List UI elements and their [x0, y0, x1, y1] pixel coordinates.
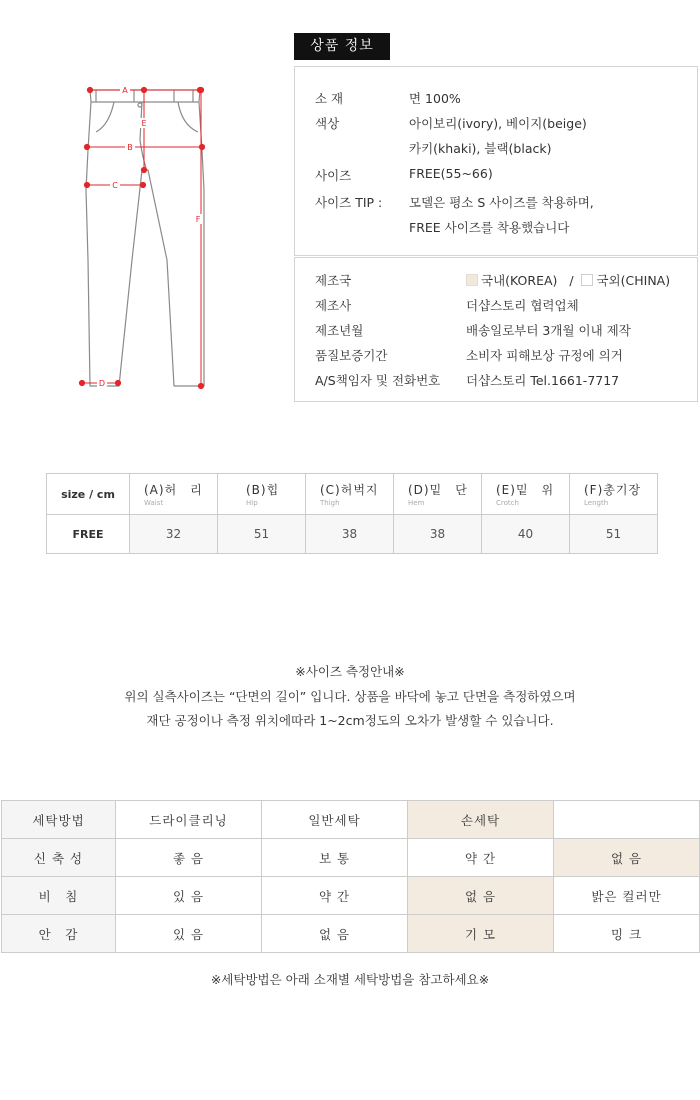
size-col-name: (A)허 리: [144, 483, 203, 497]
care-cell: 일반세탁: [262, 801, 408, 839]
size-col-en: Crotch: [496, 499, 519, 507]
care-cell-selected: 기 모: [408, 915, 554, 953]
measure-line-e: [141, 87, 146, 172]
product-info-title: 상품 정보: [294, 33, 390, 60]
size-col-name: (B)힙: [246, 483, 280, 497]
measure-note-line-1: 위의 실측사이즈는 “단면의 길이” 입니다. 상품을 바닥에 놓고 단면을 측정하였으며: [124, 689, 576, 704]
size-value-thigh: 38: [306, 515, 394, 554]
origin-domestic: 국내(KOREA): [481, 273, 558, 288]
care-row-head: 비 침: [2, 877, 116, 915]
care-cell: 있 음: [116, 877, 262, 915]
care-cell: 밍 크: [554, 915, 700, 953]
spec-box: [294, 66, 698, 256]
size-value-length: 51: [570, 515, 658, 554]
size-col-name: (F)총기장: [584, 483, 642, 497]
maker-key: 제조년월: [315, 323, 364, 338]
spec-key: 사이즈: [315, 168, 352, 183]
domestic-checkbox: [466, 274, 478, 286]
size-value-hip: 51: [218, 515, 306, 554]
size-col-thigh: [306, 474, 394, 515]
size-table: [46, 473, 658, 554]
spec-value: FREE 사이즈를 착용했습니다: [409, 220, 570, 235]
measure-label-d: D: [98, 379, 106, 388]
measure-label-f: F: [195, 215, 201, 224]
spec-key: 사이즈 TIP :: [315, 195, 383, 210]
size-table-header-row: [47, 474, 658, 515]
size-col-en: Waist: [144, 499, 164, 507]
spec-key: 소 재: [315, 91, 344, 106]
spec-value: 면 100%: [409, 91, 461, 106]
care-cell: 좋 음: [116, 839, 262, 877]
origin-foreign: 국외(CHINA): [596, 273, 671, 288]
size-col-hip: [218, 474, 306, 515]
pants-outline: [86, 90, 204, 386]
care-cell: 없 음: [262, 915, 408, 953]
measure-note-title: ※사이즈 측정안내※: [295, 664, 405, 679]
care-row-head: 신 축 성: [2, 839, 116, 877]
care-cell: 드라이클리닝: [116, 801, 262, 839]
care-row-lining: [2, 915, 700, 953]
measure-label-c: C: [112, 181, 118, 190]
care-cell: 있 음: [116, 915, 262, 953]
care-cell: 보 통: [262, 839, 408, 877]
maker-key: 제조사: [315, 298, 352, 313]
care-note: ※세탁방법은 아래 소재별 세탁방법을 참고하세요※: [210, 972, 490, 987]
size-value-hem: 38: [394, 515, 482, 554]
size-col-name: (C)허벅지: [320, 483, 379, 497]
care-table: [1, 800, 700, 953]
size-col-en: Length: [584, 499, 609, 507]
care-row-stretch: [2, 839, 700, 877]
measure-label-e: E: [141, 119, 147, 128]
maker-box: [294, 257, 698, 402]
care-cell: 밝은 컬러만: [554, 877, 700, 915]
pants-measurement-diagram: [74, 80, 224, 400]
origin-separator: /: [569, 273, 574, 288]
maker-value: 소비자 피해보상 규정에 의거: [466, 348, 623, 363]
spec-key: 색상: [315, 116, 340, 131]
size-col-name: (E)밑 위: [496, 483, 555, 497]
size-col-hem: [394, 474, 482, 515]
care-cell: 약 간: [262, 877, 408, 915]
care-cell: 약 간: [408, 839, 554, 877]
maker-value: 더샵스토리 협력업체: [466, 298, 579, 313]
foreign-checkbox: [581, 274, 593, 286]
care-row-head: 세탁방법: [2, 801, 116, 839]
size-value-waist: 32: [130, 515, 218, 554]
size-table-row-free: [47, 515, 658, 554]
size-unit-header: size / cm: [47, 474, 130, 515]
measure-label-b: B: [127, 143, 133, 152]
care-cell-selected: 없 음: [554, 839, 700, 877]
maker-value: 더샵스토리 Tel.1661-7717: [466, 373, 620, 388]
maker-key: 제조국: [315, 273, 352, 288]
size-row-label: FREE: [47, 515, 130, 554]
size-value-crotch: 40: [482, 515, 570, 554]
care-row-wash: [2, 801, 700, 839]
spec-value: 카키(khaki), 블랙(black): [409, 141, 552, 156]
care-cell: [554, 801, 700, 839]
size-col-en: Hip: [246, 499, 258, 507]
maker-key: A/S책임자 및 전화번호: [315, 373, 441, 388]
size-col-waist: [130, 474, 218, 515]
size-col-en: Thigh: [320, 499, 340, 507]
care-cell-selected: 없 음: [408, 877, 554, 915]
care-cell-selected: 손세탁: [408, 801, 554, 839]
measure-label-a: A: [122, 86, 128, 95]
size-col-crotch: [482, 474, 570, 515]
care-row-head: 안 감: [2, 915, 116, 953]
maker-key: 품질보증기간: [315, 348, 388, 363]
care-row-sheerness: [2, 877, 700, 915]
size-col-length: [570, 474, 658, 515]
measure-line-f: [195, 87, 203, 388]
spec-value: FREE(55~66): [409, 166, 493, 181]
origin-options: [466, 271, 670, 289]
spec-value: 아이보리(ivory), 베이지(beige): [409, 116, 587, 131]
measure-note-line-2: 재단 공정이나 측정 위치에따라 1~2cm정도의 오차가 발생할 수 있습니다.: [146, 713, 554, 728]
size-col-name: (D)밑 단: [408, 483, 468, 497]
maker-value: 배송일로부터 3개월 이내 제작: [466, 323, 631, 338]
spec-value: 모델은 평소 S 사이즈를 착용하며,: [409, 195, 594, 210]
size-col-en: Hem: [408, 499, 425, 507]
